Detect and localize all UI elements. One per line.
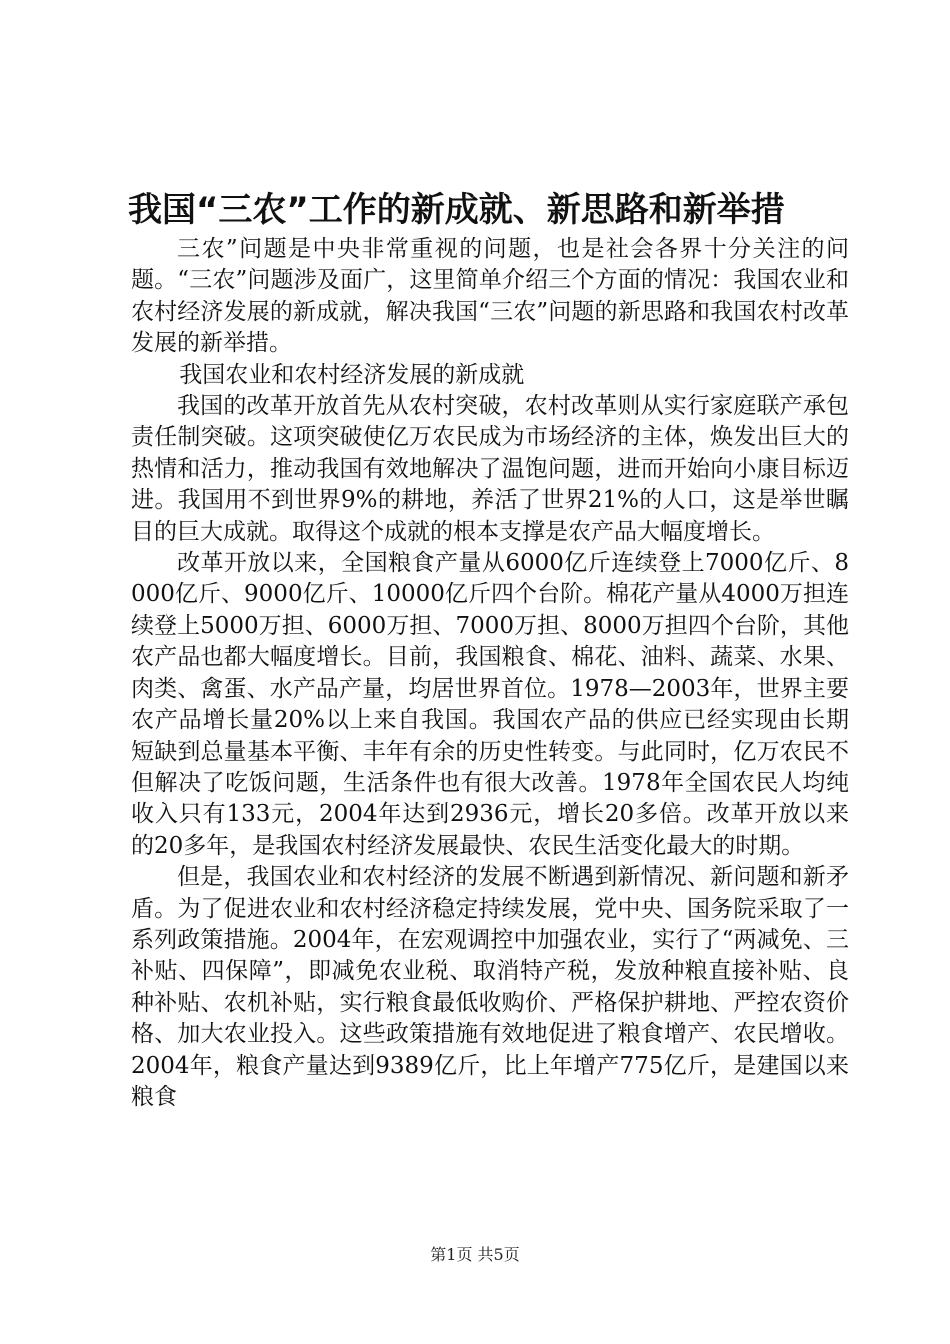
paragraph-output: 改革开放以来，全国粮食产量从6000亿斤连续登上7000亿斤、8000亿斤、9000亿斤、10000亿斤四个台阶。棉花产量从4000万担连续登上5000万担、6000万担、7000万担、8000万担四个台阶，其他农产品也都大幅度增长。目前，我国粮食、棉花、油料、蔬菜、水果、肉类、禽蛋、水产品产量，均居世界首位。1978—2003年，世界主要农产品增长量20%以上来自我国。我国农产品的供应已经实现由长期短缺到总量基本平衡、丰年有余的历史性转变。与此同时，亿万农民不但解决了吃饭问题，生活条件也有很大改善。1978年全国农民人均纯收入只有133元，2004年达到2936元，增长20多倍。改革开放以来的20多年，是我国农村经济发展最快、农民生活变化最大的时期。	[131, 550, 849, 859]
document-body	[131, 234, 849, 1113]
paragraph-policy: 但是，我国农业和农村经济的发展不断遇到新情况、新问题和新矛盾。为了促进农业和农村经济稳定持续发展，党中央、国务院采取了一系列政策措施。2004年，在宏观调控中加强农业，实行了“两减免、三补贴、四保障”，即减免农业税、取消特产税，发放种粮直接补贴、良种补贴、农机补贴，实行粮食最低收购价、严格保护耕地、严控农资价格、加大农业投入。这些政策措施有效地促进了粮食增产、农民增收。2004年，粮食产量达到9389亿斤，比上年增产775亿斤，是建国以来粮食	[131, 864, 849, 1110]
section-heading: 我国农业和农村经济发展的新成就	[179, 361, 525, 388]
paragraph-reform: 我国的改革开放首先从农村突破，农村改革则从实行家庭联产承包责任制突破。这项突破使亿万农民成为市场经济的主体，焕发出巨大的热情和活力，推动我国有效地解决了温饱问题，进而开始向小康目标迈进。我国用不到世界9%的耕地，养活了世界21%的人口，这是举世瞩目的巨大成就。取得这个成就的根本支撑是农产品大幅度增长。	[131, 393, 849, 545]
page-footer: 第1页 共5页	[430, 1245, 520, 1264]
document-title: 我国“三农”工作的新成就、新思路和新举措	[128, 190, 785, 230]
paragraph-intro: 三农”问题是中央非常重视的问题，也是社会各界十分关注的问题。“三农”问题涉及面广，这里简单介绍三个方面的情况：我国农业和农村经济发展的新成就，解决我国“三农”问题的新思路和我国农村改革发展的新举措。	[131, 236, 849, 357]
